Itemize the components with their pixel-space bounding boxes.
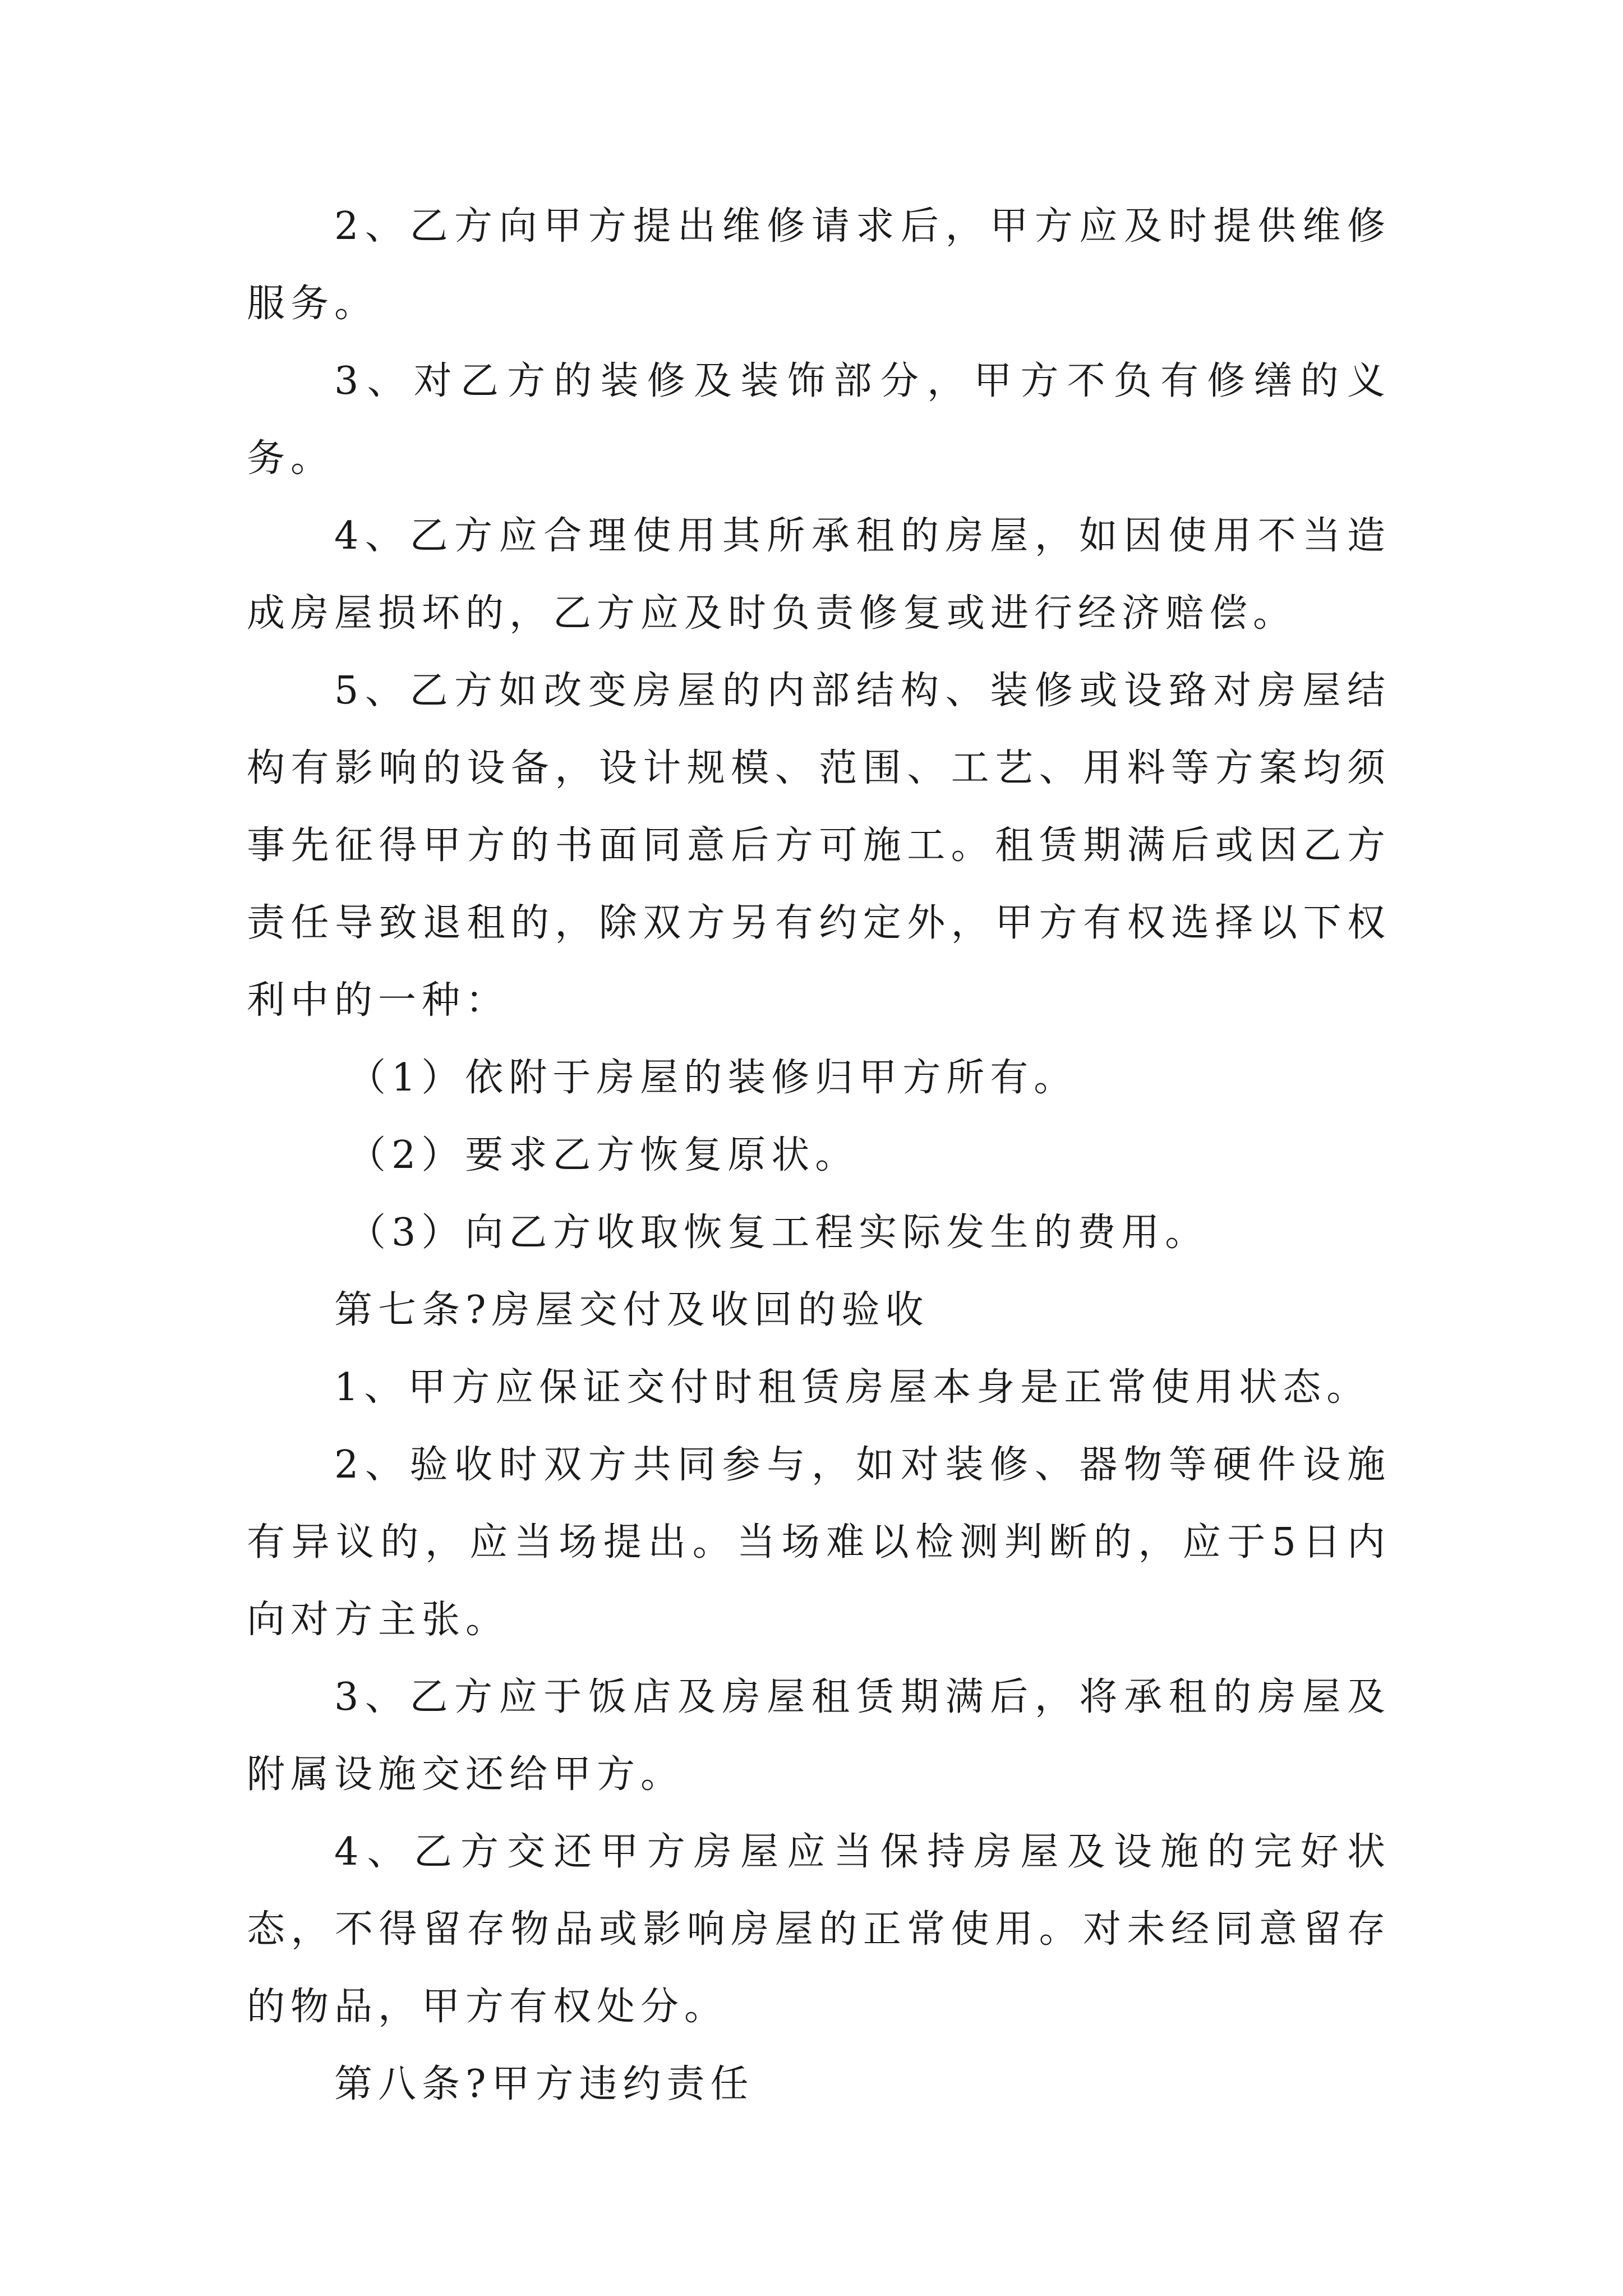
article-heading: 第八条?甲方违约责任 — [334, 2062, 754, 2106]
article-heading: 第七条?房屋交付及收回的验收 — [334, 1288, 929, 1332]
clause-paragraph: 4、乙方应合理使用其所承租的房屋，如因使用不当造成房屋损坏的，乙方应及时负责修复或进行经济赔偿。 — [247, 514, 1391, 636]
clause-paragraph: 5、乙方如改变房屋的内部结构、装修或设臵对房屋结构有影响的设备，设计规模、范围、工艺、用料等方案均须事先征得甲方的书面同意后方可施工。租赁期满后或因乙方责任导致退租的，除双方另有约定外，甲方有权选择以下权利中的一种： — [247, 669, 1391, 1023]
clause-paragraph: 1、甲方应保证交付时租赁房屋本身是正常使用状态。 — [334, 1365, 1371, 1410]
option-item: （2）要求乙方恢复原状。 — [348, 1133, 859, 1177]
clause-paragraph: 3、乙方应于饭店及房屋租赁期满后，将承租的房屋及附属设施交还给甲方。 — [247, 1675, 1391, 1797]
clause-paragraph: 4、乙方交还甲方房屋应当保持房屋及设施的完好状态，不得留存物品或影响房屋的正常使用。对未经同意留存的物品，甲方有权处分。 — [247, 1830, 1391, 2029]
clause-paragraph: 2、验收时双方共同参与，如对装修、器物等硬件设施有异议的，应当场提出。当场难以检测判断的，应于5日内向对方主张。 — [247, 1443, 1391, 1642]
clause-paragraph: 2、乙方向甲方提出维修请求后，甲方应及时提供维修服务。 — [247, 204, 1391, 326]
clause-paragraph: 3、对乙方的装修及装饰部分，甲方不负有修缮的义务。 — [247, 359, 1391, 481]
option-item: （3）向乙方收取恢复工程实际发生的费用。 — [348, 1211, 1209, 1255]
option-item: （1）依附于房屋的装修归甲方所有。 — [348, 1056, 1078, 1100]
document-body — [247, 188, 1391, 2123]
